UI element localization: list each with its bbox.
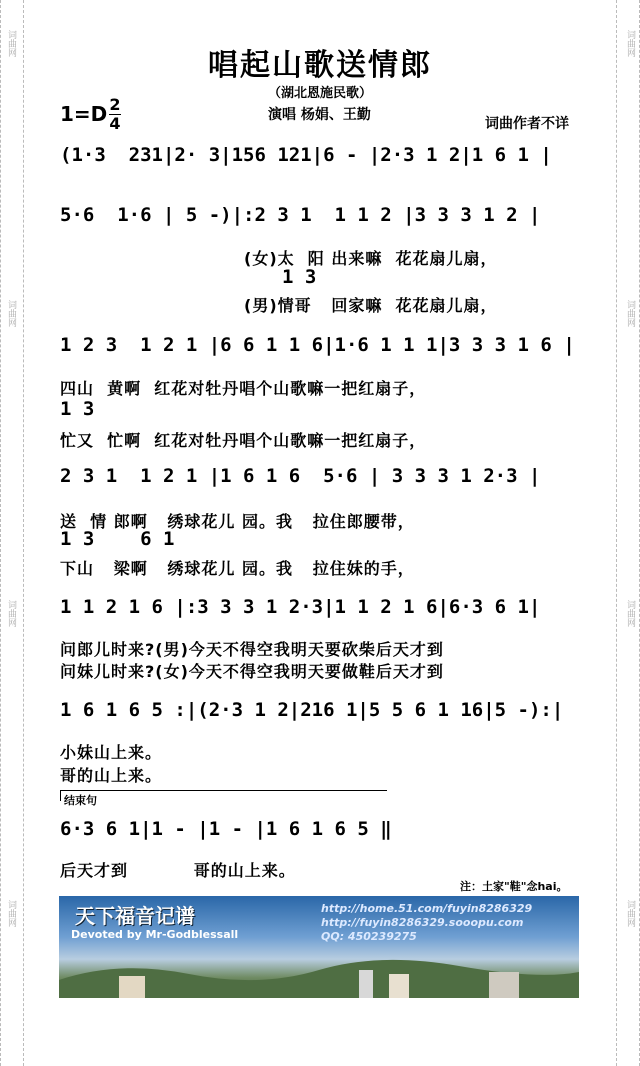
side-watermark: 词曲网	[6, 300, 16, 327]
music-line: 1 3	[60, 398, 95, 420]
music-line: 1 1 2 1 6 |:3 3 3 1 2·3|1 1 2 1 6|6·3 6 1|	[60, 596, 541, 618]
lyric-line: 送 情 郎啊 绣球花儿 园。我 拉住郎腰带，	[60, 512, 415, 531]
lyric-line: (女)太 阳 出来嘛 花花扇儿扇，	[244, 249, 498, 268]
music-line: 1 3 6 1	[60, 528, 175, 550]
lyric-line: 哥的山上来。	[60, 766, 163, 785]
music-line: (1·3 231|2· 3|156 121|6 - |2·3 1 2|1 6 1 |	[60, 144, 552, 166]
music-line: 2 3 1 1 2 1 |1 6 1 6 5·6 | 3 3 3 1 2·3 |	[60, 465, 541, 487]
music-line: 1 6 1 6 5 :|(2·3 1 2|216 1|5 5 6 1 16|5 -):|	[60, 699, 564, 721]
side-watermark: 词曲网	[6, 900, 16, 927]
lyric-line: 小妹山上来。	[60, 743, 163, 762]
lyric-line: 问郎儿时来?(男)今天不得空我明天要砍柴后天才到	[60, 640, 444, 659]
banner-url-2: http://fuyin8286329.sooopu.com	[321, 916, 524, 929]
banner-byline: Devoted by Mr-Godblessall	[71, 928, 239, 941]
performers: 演唱 杨娟、王勤	[268, 107, 371, 123]
music-line: 1 2 3 1 2 1 |6 6 1 1 6|1·6 1 1 1|3 3 3 1 6 |	[60, 334, 575, 356]
lyric-line: 忙又 忙啊 红花对牡丹唱个山歌嘛一把红扇子，	[60, 431, 427, 450]
banner-qq: QQ: 450239275	[321, 930, 417, 943]
lyric-line: 问妹儿时来?(女)今天不得空我明天要做鞋后天才到	[60, 662, 444, 681]
lyric-line: 下山 梁啊 绣球花儿 园。我 拉住妹的手，	[60, 559, 415, 578]
footnote: 注：土家"鞋"念hai。	[460, 880, 568, 893]
side-watermark: 词曲网	[625, 900, 635, 927]
song-title: 唱起山歌送情郎	[208, 48, 432, 83]
authors: 词曲作者不详	[485, 116, 569, 132]
banner-title: 天下福音记谱	[75, 904, 195, 928]
banner-links	[321, 902, 532, 944]
lyric-line: 后天才到 哥的山上来。	[60, 861, 296, 880]
music-line: 1 3	[282, 266, 317, 288]
lyric-line: (男)情哥 回家嘛 花花扇儿扇，	[244, 296, 498, 315]
key-signature: 1=D	[60, 102, 108, 126]
side-watermark: 词曲网	[625, 300, 635, 327]
music-line: 5·6 1·6 | 5 -)|:2 3 1 1 1 2 |3 3 3 1 2 |	[60, 204, 541, 226]
side-watermark: 词曲网	[6, 600, 16, 627]
time-bottom: 4	[109, 114, 121, 133]
landscape-image	[59, 950, 579, 998]
promo-banner	[59, 896, 579, 998]
side-watermark: 词曲网	[625, 30, 635, 57]
music-line: 6·3 6 1|1 - |1 - |1 6 1 6 5 ‖	[60, 818, 392, 840]
ending-label: 结束句	[64, 794, 97, 807]
time-signature	[109, 96, 121, 133]
lyric-line: 四山 黄啊 红花对牡丹唱个山歌嘛一把红扇子，	[60, 379, 427, 398]
side-watermark: 词曲网	[625, 600, 635, 627]
banner-url-1: http://home.51.com/fuyin8286329	[321, 902, 533, 915]
song-subtitle: （湖北恩施民歌）	[267, 86, 372, 101]
side-watermark: 词曲网	[6, 30, 16, 57]
time-top: 2	[109, 95, 121, 114]
ending-bracket	[60, 790, 387, 801]
